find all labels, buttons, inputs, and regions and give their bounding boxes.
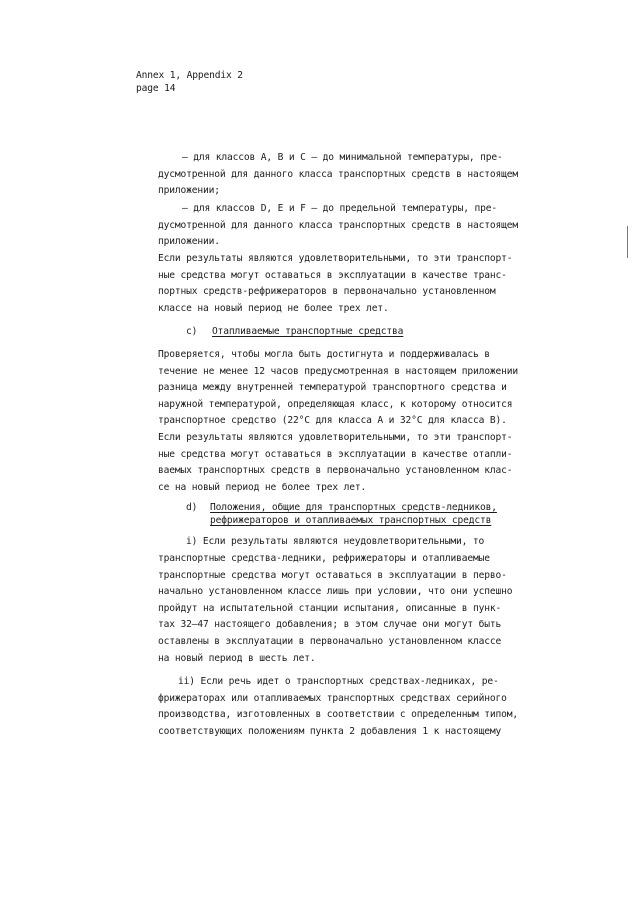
section-c-line-4: наружной температурой, определяющая класс, к которому относится xyxy=(158,399,513,410)
item-i-line-5: пройдут на испытательной станции испытания, описанные в пунк- xyxy=(158,603,502,614)
item-ii-line-3: производства, изготовленных в соответствии с определенным типом, xyxy=(158,709,519,720)
section-c-line-2: течение не менее 12 часов предусмотренная в настоящем приложении xyxy=(158,366,519,377)
header-annex: Annex 1, Appendix 2 xyxy=(136,70,243,81)
paragraph-1-line-1: Если результаты являются удовлетворительными, то эти транспорт- xyxy=(158,253,513,264)
item-i-line-8: на новый период в шесть лет. xyxy=(158,653,316,664)
section-c-title: Отапливаемые транспортные средства xyxy=(212,326,404,337)
header-page-number: page 14 xyxy=(136,83,176,94)
item-i-line-6: тах 32–47 настоящего добавления; в этом случае они могут быть xyxy=(158,619,502,630)
section-c-line-1: Проверяется, чтобы могла быть достигнута и поддерживалась в xyxy=(158,349,490,360)
paragraph-1-line-3: портных средств-рефрижераторов в первоначально установленном xyxy=(158,286,496,297)
section-c-line-8: ваемых транспортных средств в первоначально установленном клас- xyxy=(158,465,513,476)
item-ii-line-1: ii) Если речь идет о транспортных средствах-ледниках, ре- xyxy=(178,676,499,687)
section-c-line-6: Если результаты являются удовлетворительными, то эти транспорт- xyxy=(158,432,513,443)
item-i-line-4: начально установленном классе лишь при условии, что они успешно xyxy=(158,586,513,597)
section-d-marker: d) xyxy=(186,502,198,513)
section-c-line-9: се на новый период не более трех лет. xyxy=(158,482,367,493)
item-ii-line-2: фрижераторах или отапливаемых транспортных средствах серийного xyxy=(158,693,507,704)
section-c-line-5: транспортное средство (22°C для класса A и 32°C для класса B). xyxy=(158,415,507,426)
section-c-line-3: разница между внутренней температурой транспортного средства и xyxy=(158,382,507,393)
bullet-2-line-3: приложении. xyxy=(158,236,220,247)
paragraph-1-line-2: ные средства могут оставаться в эксплуатации в качестве транс- xyxy=(158,270,507,281)
bullet-1-line-1: – для классов A, B и C – до минимальной температуры, пре- xyxy=(182,152,503,163)
section-d-title-line-2: рефрижераторов и отапливаемых транспортных средств xyxy=(210,515,492,526)
paragraph-1-line-4: классе на новый период не более трех лет. xyxy=(158,303,389,314)
scan-edge-mark xyxy=(627,226,628,258)
section-c-line-7: ные средства могут оставаться в эксплуатации в качестве отапли- xyxy=(158,449,513,460)
section-d-title-line-1: Положения, общие для транспортных средств-ледников, xyxy=(210,502,497,513)
item-i-line-7: оставлены в эксплуатации в первоначально установленном классе xyxy=(158,636,502,647)
bullet-1-line-2: дусмотренной для данного класса транспортных средств в настоящем xyxy=(158,169,519,180)
bullet-2-line-2: дусмотренной для данного класса транспортных средств в настоящем xyxy=(158,220,519,231)
item-ii-line-4: соответствующих положениям пункта 2 добавления 1 к настоящему xyxy=(158,726,502,737)
item-i-line-2: транспортные средства-ледники, рефрижераторы и отапливаемые xyxy=(158,553,490,564)
item-i-line-1: i) Если результаты являются неудовлетворительными, то xyxy=(186,536,485,547)
item-i-line-3: транспортные средства могут оставаться в эксплуатации в перво- xyxy=(158,570,507,581)
bullet-2-line-1: – для классов D, E и F – до предельной температуры, пре- xyxy=(182,203,498,214)
section-c-marker: c) xyxy=(186,326,198,337)
bullet-1-line-3: приложении; xyxy=(158,185,220,196)
